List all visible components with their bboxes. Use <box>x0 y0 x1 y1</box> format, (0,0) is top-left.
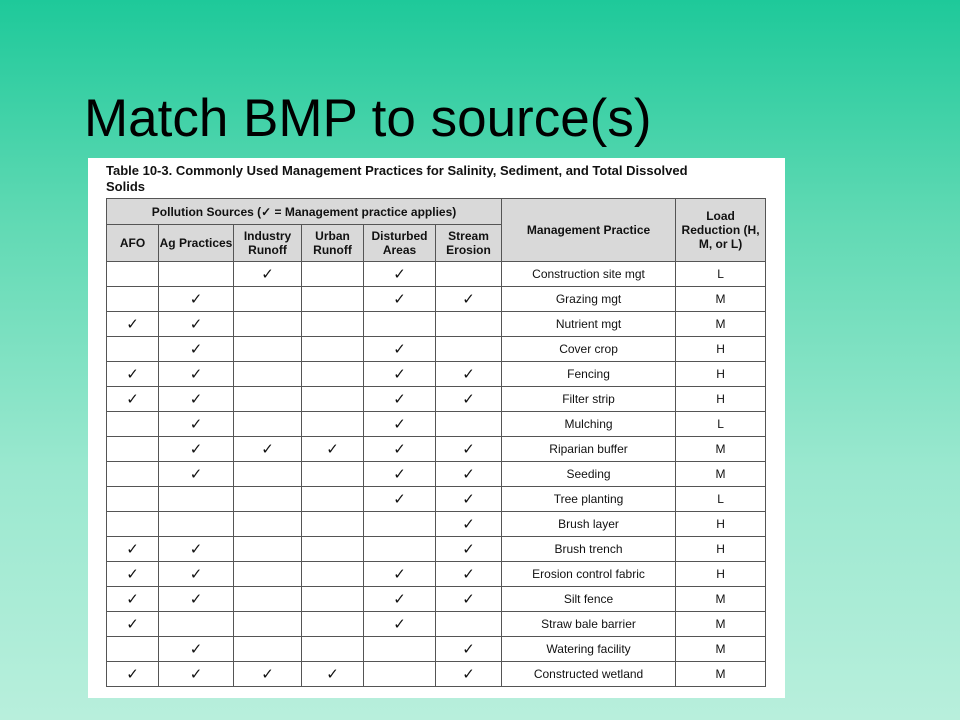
check-mark-icon: ✓ <box>159 462 234 487</box>
empty-cell <box>107 637 159 662</box>
empty-cell <box>302 537 364 562</box>
check-mark-icon: ✓ <box>436 387 502 412</box>
practice-cell: Brush layer <box>502 512 676 537</box>
check-mark-icon: ✓ <box>436 462 502 487</box>
empty-cell <box>159 612 234 637</box>
empty-cell <box>436 612 502 637</box>
empty-cell <box>234 612 302 637</box>
empty-cell <box>234 487 302 512</box>
load-cell: M <box>676 612 766 637</box>
empty-cell <box>107 337 159 362</box>
check-mark-icon: ✓ <box>234 262 302 287</box>
load-reduction-header: Load Reduction (H, M, or L) <box>676 199 766 262</box>
check-mark-icon: ✓ <box>436 562 502 587</box>
load-cell: H <box>676 562 766 587</box>
empty-cell <box>234 412 302 437</box>
table-row <box>107 262 766 287</box>
empty-cell <box>107 412 159 437</box>
check-mark-icon: ✓ <box>436 362 502 387</box>
table-row <box>107 337 766 362</box>
empty-cell <box>302 512 364 537</box>
table-row <box>107 662 766 687</box>
table-row <box>107 612 766 637</box>
check-mark-icon: ✓ <box>107 537 159 562</box>
empty-cell <box>364 637 436 662</box>
check-mark-icon: ✓ <box>159 362 234 387</box>
practice-cell: Grazing mgt <box>502 287 676 312</box>
empty-cell <box>302 587 364 612</box>
table-row <box>107 412 766 437</box>
empty-cell <box>159 512 234 537</box>
empty-cell <box>302 387 364 412</box>
source-column-header: Disturbed Areas <box>364 225 436 262</box>
empty-cell <box>234 462 302 487</box>
check-mark-icon: ✓ <box>436 537 502 562</box>
check-mark-icon: ✓ <box>159 287 234 312</box>
check-mark-icon: ✓ <box>159 587 234 612</box>
source-column-header: Industry Runoff <box>234 225 302 262</box>
source-column-header: Urban Runoff <box>302 225 364 262</box>
check-mark-icon: ✓ <box>364 362 436 387</box>
empty-cell <box>302 362 364 387</box>
check-mark-icon: ✓ <box>436 487 502 512</box>
empty-cell <box>436 412 502 437</box>
check-mark-icon: ✓ <box>159 562 234 587</box>
check-mark-icon: ✓ <box>159 662 234 687</box>
check-mark-icon: ✓ <box>436 662 502 687</box>
check-mark-icon: ✓ <box>364 562 436 587</box>
practice-cell: Brush trench <box>502 537 676 562</box>
check-mark-icon: ✓ <box>436 637 502 662</box>
empty-cell <box>364 312 436 337</box>
check-mark-icon: ✓ <box>364 262 436 287</box>
empty-cell <box>302 487 364 512</box>
empty-cell <box>364 662 436 687</box>
practice-cell: Riparian buffer <box>502 437 676 462</box>
load-cell: L <box>676 262 766 287</box>
check-mark-icon: ✓ <box>364 462 436 487</box>
check-mark-icon: ✓ <box>364 612 436 637</box>
check-mark-icon: ✓ <box>364 487 436 512</box>
table-body <box>107 262 766 687</box>
table-image-panel <box>88 158 785 698</box>
check-mark-icon: ✓ <box>107 312 159 337</box>
check-mark-icon: ✓ <box>436 437 502 462</box>
empty-cell <box>436 262 502 287</box>
check-mark-icon: ✓ <box>234 662 302 687</box>
check-mark-icon: ✓ <box>159 412 234 437</box>
practice-cell: Straw bale barrier <box>502 612 676 637</box>
empty-cell <box>364 537 436 562</box>
empty-cell <box>302 287 364 312</box>
empty-cell <box>107 512 159 537</box>
practice-cell: Erosion control fabric <box>502 562 676 587</box>
practice-cell: Mulching <box>502 412 676 437</box>
check-mark-icon: ✓ <box>436 587 502 612</box>
empty-cell <box>234 362 302 387</box>
empty-cell <box>302 562 364 587</box>
slide-title: Match BMP to source(s) <box>84 89 652 148</box>
check-mark-icon: ✓ <box>364 287 436 312</box>
check-mark-icon: ✓ <box>436 287 502 312</box>
empty-cell <box>234 512 302 537</box>
empty-cell <box>159 262 234 287</box>
empty-cell <box>107 287 159 312</box>
empty-cell <box>234 562 302 587</box>
check-mark-icon: ✓ <box>364 437 436 462</box>
check-mark-icon: ✓ <box>159 312 234 337</box>
check-mark-icon: ✓ <box>234 437 302 462</box>
check-mark-icon: ✓ <box>364 587 436 612</box>
source-column-header: AFO <box>107 225 159 262</box>
table-row <box>107 362 766 387</box>
load-cell: H <box>676 387 766 412</box>
empty-cell <box>234 337 302 362</box>
table-row <box>107 437 766 462</box>
table-row <box>107 562 766 587</box>
table-row <box>107 587 766 612</box>
management-practice-header: Management Practice <box>502 199 676 262</box>
table-row <box>107 387 766 412</box>
load-cell: L <box>676 487 766 512</box>
check-mark-icon: ✓ <box>302 662 364 687</box>
bmp-table <box>106 198 766 687</box>
empty-cell <box>302 412 364 437</box>
empty-cell <box>234 537 302 562</box>
check-mark-icon: ✓ <box>159 337 234 362</box>
source-column-header: Ag Practices <box>159 225 234 262</box>
empty-cell <box>302 262 364 287</box>
load-cell: H <box>676 512 766 537</box>
practice-cell: Filter strip <box>502 387 676 412</box>
empty-cell <box>302 612 364 637</box>
check-mark-icon: ✓ <box>107 612 159 637</box>
empty-cell <box>107 262 159 287</box>
check-mark-icon: ✓ <box>364 337 436 362</box>
table-row <box>107 462 766 487</box>
load-cell: H <box>676 537 766 562</box>
source-column-header: Stream Erosion <box>436 225 502 262</box>
empty-cell <box>436 312 502 337</box>
check-mark-icon: ✓ <box>107 662 159 687</box>
empty-cell <box>302 462 364 487</box>
empty-cell <box>234 637 302 662</box>
table-row <box>107 312 766 337</box>
practice-cell: Constructed wetland <box>502 662 676 687</box>
empty-cell <box>234 587 302 612</box>
empty-cell <box>234 312 302 337</box>
empty-cell <box>302 337 364 362</box>
check-mark-icon: ✓ <box>107 587 159 612</box>
load-cell: M <box>676 287 766 312</box>
load-cell: M <box>676 662 766 687</box>
check-mark-icon: ✓ <box>107 387 159 412</box>
empty-cell <box>107 437 159 462</box>
empty-cell <box>436 337 502 362</box>
load-cell: L <box>676 412 766 437</box>
check-mark-icon: ✓ <box>107 362 159 387</box>
empty-cell <box>234 287 302 312</box>
practice-cell: Silt fence <box>502 587 676 612</box>
empty-cell <box>302 312 364 337</box>
load-cell: H <box>676 362 766 387</box>
load-cell: M <box>676 462 766 487</box>
check-mark-icon: ✓ <box>364 412 436 437</box>
practice-cell: Tree planting <box>502 487 676 512</box>
check-mark-icon: ✓ <box>159 437 234 462</box>
pollution-sources-header: Pollution Sources (✓ = Management practice applies) <box>107 199 502 225</box>
load-cell: H <box>676 337 766 362</box>
table-row <box>107 512 766 537</box>
empty-cell <box>107 462 159 487</box>
check-mark-icon: ✓ <box>436 512 502 537</box>
check-mark-icon: ✓ <box>159 387 234 412</box>
load-cell: M <box>676 637 766 662</box>
empty-cell <box>107 487 159 512</box>
load-cell: M <box>676 587 766 612</box>
empty-cell <box>302 637 364 662</box>
check-mark-icon: ✓ <box>364 387 436 412</box>
practice-cell: Nutrient mgt <box>502 312 676 337</box>
table-row <box>107 537 766 562</box>
practice-cell: Seeding <box>502 462 676 487</box>
empty-cell <box>364 512 436 537</box>
practice-cell: Fencing <box>502 362 676 387</box>
empty-cell <box>234 387 302 412</box>
table-caption: Table 10-3. Commonly Used Management Practices for Salinity, Sediment, and Total Dissolved Solids <box>106 163 688 194</box>
practice-cell: Watering facility <box>502 637 676 662</box>
load-cell: M <box>676 437 766 462</box>
table-row <box>107 487 766 512</box>
table-row <box>107 637 766 662</box>
check-mark-icon: ✓ <box>159 537 234 562</box>
check-mark-icon: ✓ <box>302 437 364 462</box>
load-cell: M <box>676 312 766 337</box>
empty-cell <box>159 487 234 512</box>
table-row <box>107 287 766 312</box>
practice-cell: Construction site mgt <box>502 262 676 287</box>
check-mark-icon: ✓ <box>107 562 159 587</box>
check-mark-icon: ✓ <box>159 637 234 662</box>
practice-cell: Cover crop <box>502 337 676 362</box>
